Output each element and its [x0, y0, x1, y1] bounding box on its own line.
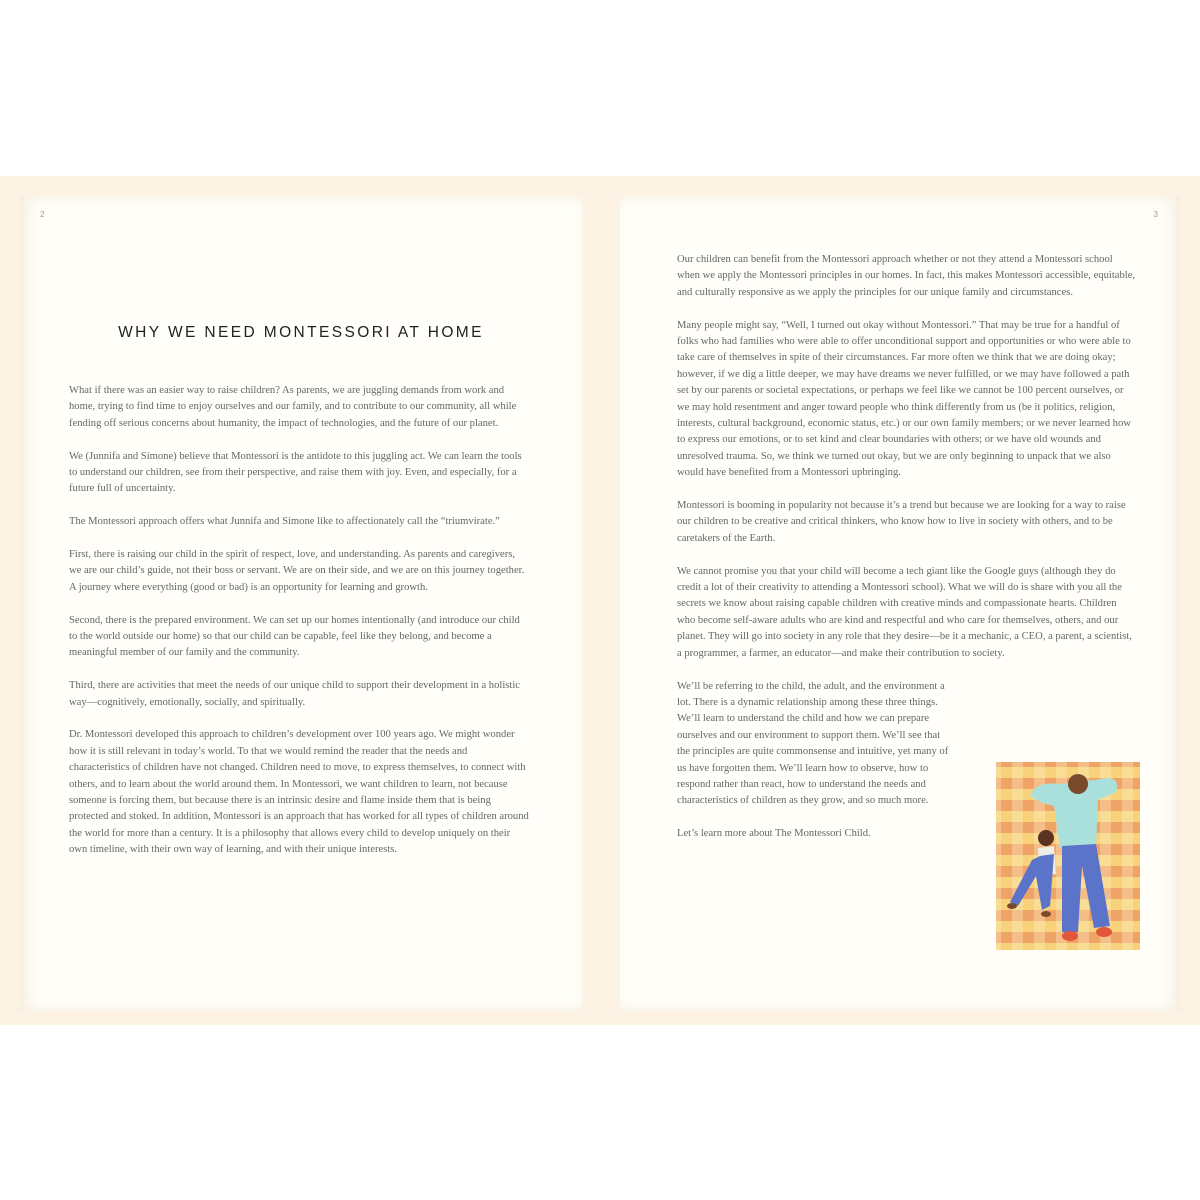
paragraph: Third, there are activities that meet the needs of our unique child to support their development in a holistic way—cognitively, emotionally, socially, and spiritually.	[69, 680, 520, 708]
family-on-blanket-illustration	[990, 756, 1142, 952]
paragraph: We’ll be referring to the child, the adult, and the environment a lot. There is a dynamic relationship among these three things. We’ll learn to understand the child and how we can prepare ourselves and our environment to support them. We’ll see that the principles are quite commonsense and intuitive, yet many of us have forgotten them. We’ll learn how to observe, how to respond rather than react, how to understand the needs and characteristics of children as they grow, and so much more.	[677, 680, 949, 807]
page-number-right: 3	[1153, 210, 1158, 219]
paragraph: Let’s learn more about The Montessori Child.	[677, 828, 871, 840]
paragraph: The Montessori approach offers what Junnifa and Simone like to affectionately call the “triumvirate.”	[69, 516, 500, 528]
paragraph: We cannot promise you that your child will become a tech giant like the Google guys (although they do credit a lot of their creativity to attending a Montessori school). What we will do is share with you all the secrets we know about raising capable children with creative minds and compassionate hearts. Children who become self-aware adults who are kind and respectful and who care for themselves, others, and our planet. They will go into society in any role that they desire—be it a mechanic, a CEO, a parent, a scientist, a programmer, a farmer, an educator—and make their contribution to society.	[677, 565, 1132, 659]
paragraph: Montessori is booming in popularity not because it’s a trend but because we are looking for a way to raise our children to be creative and critical thinkers, who know how to live in society with others, and to be caretakers of the Earth.	[677, 500, 1126, 544]
paragraph: Second, there is the prepared environment. We can set up our homes intentionally (and introduce our child to the world outside our home) so that our child can be capable, feel like they belong, and become a meaningful member of our family and the community.	[69, 614, 520, 659]
paragraph: Dr. Montessori developed this approach to children’s development over 100 years ago. We might wonder how it is still relevant in today’s world. To that we would remind the reader that the needs and characteristics of children have not changed. Children need to move, to express themselves, to connect with others, and to learn about the world around them. In Montessori, we want children to learn, not because someone is forcing them, but because there is an intrinsic desire and flame inside them that is being protected and stoked. In addition, Montessori is an approach that has worked for all types of children around the world for more than a century. It is a philosophy that allows every child to develop uniquely on their own timeline, with their own way of learning, and with their unique interests.	[69, 729, 529, 856]
book-spread	[0, 176, 1200, 1025]
paragraph: We (Junnifa and Simone) believe that Montessori is the antidote to this juggling act. We can learn the tools to understand our children, see from their perspective, and raise them with joy. Even, and especially, for a future full of uncertainty.	[69, 450, 522, 495]
paragraph: Many people might say, “Well, I turned out okay without Montessori.” That may be true for a handful of folks who had families who were able to offer unconditional support and opportunities or who were able to take care of themselves in spite of their circumstances. Far more often we think that we are doing okay; however, if we dig a little deeper, we may have dreams we never fulfilled, or we may have followed a path set by our parents or societal expectations, or perhaps we feel like we cannot be 100 percent ourselves, or we may hold resentment and anger toward people who think differently from us (be it politics, religion, interests, cultural background, economic status, etc.) or our own family members; or we never learned how to express our emotions, or to set kind and clear boundaries with others; or we have old wounds and unresolved trauma. So, we think we turned out okay, but we are only beginning to unpack that we also would have benefited from a Montessori upbringing.	[677, 319, 1131, 479]
page-number-left: 2	[40, 210, 45, 219]
left-page	[20, 196, 582, 1011]
paragraph: What if there was an easier way to raise children? As parents, we are juggling demands from work and home, trying to find time to enjoy ourselves and our family, and to contribute to our community, all while fending off serious concerns about humanity, the impact of technologies, and the future of our planet.	[69, 385, 517, 429]
paragraph: Our children can benefit from the Montessori approach whether or not they attend a Montessori school when we apply the Montessori principles in our homes. In fact, this makes Montessori accessible, equitable, and culturally responsive as we apply the principles for our unique family and circumstances.	[677, 254, 1136, 298]
right-page	[620, 196, 1180, 1011]
paragraph: First, there is raising our child in the spirit of respect, love, and understanding. As parents and caregivers, we are our child’s guide, not their boss or servant. We are on their side, and we are on this journey together. A journey where everything (good or bad) is an opportunity for learning and growth.	[69, 549, 525, 593]
chapter-title: WHY WE NEED MONTESSORI AT HOME	[118, 324, 484, 342]
left-page-body	[69, 383, 529, 875]
